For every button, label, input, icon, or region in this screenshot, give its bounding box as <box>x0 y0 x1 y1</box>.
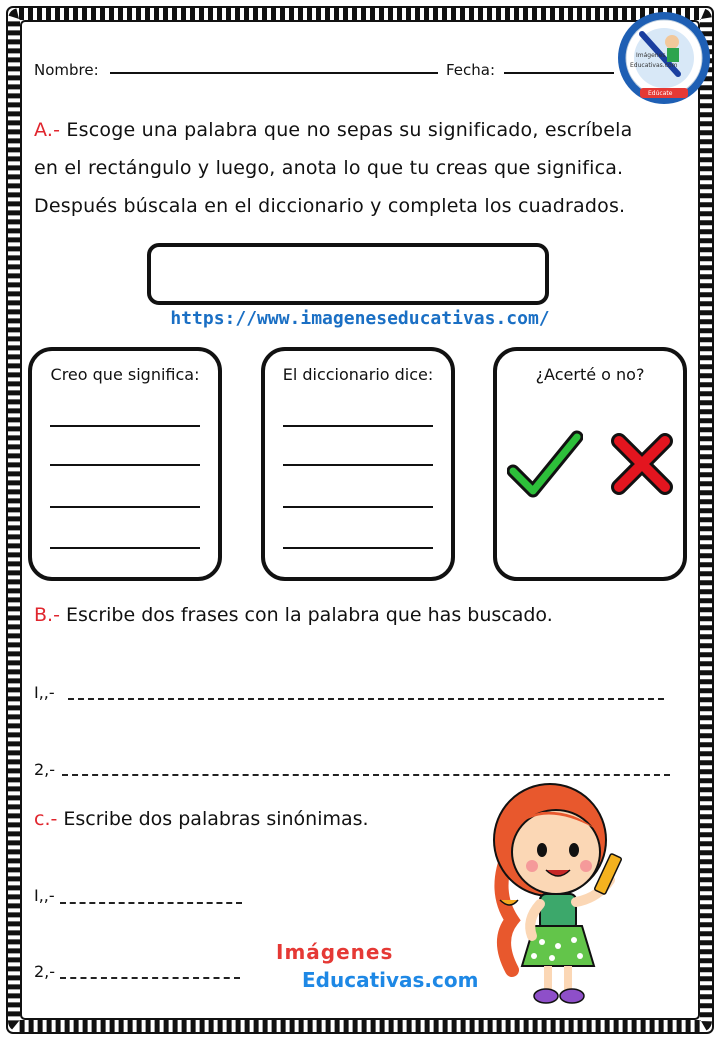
section-a-instructions <box>34 111 694 225</box>
creo-write-line[interactable] <box>50 547 200 549</box>
section-b-instructions <box>34 604 553 626</box>
date-label: Fecha: <box>446 61 496 79</box>
name-field[interactable] <box>110 72 438 74</box>
section-c-instructions <box>34 808 369 830</box>
section-b-text: Escribe dos frases con la palabra que has buscado. <box>65 604 553 626</box>
section-a-line1: Escoge una palabra que no sepas su significado, escríbela <box>66 119 633 141</box>
section-c-text: Escribe dos palabras sinónimas. <box>63 808 369 830</box>
name-label: Nombre: <box>34 61 99 79</box>
diccionario-box-title: El diccionario dice: <box>282 365 434 384</box>
website-url: https://www.imageneseducativas.com/ <box>170 308 550 329</box>
section-c-letter: c.- <box>34 808 58 830</box>
logo-line1: Imágenes <box>636 52 666 59</box>
logo-line2: Educativas.com <box>630 62 678 69</box>
diccionario-write-line[interactable] <box>283 547 433 549</box>
section-c-item2-label: 2,- <box>34 962 56 981</box>
brand-line1 <box>276 940 393 964</box>
section-c-item1-label: I,,- <box>34 886 55 905</box>
creo-write-line[interactable] <box>50 464 200 466</box>
section-b-item2-label: 2,- <box>34 760 56 779</box>
date-field[interactable] <box>504 72 614 74</box>
logo-badge-text: Edúcate <box>648 90 673 97</box>
diccionario-dice-box <box>261 347 455 581</box>
diccionario-write-line[interactable] <box>283 425 433 427</box>
sentence-1-line[interactable] <box>68 698 664 700</box>
section-b-item1-label: I,,- <box>34 683 55 702</box>
creo-que-significa-box <box>28 347 222 581</box>
creo-write-line[interactable] <box>50 506 200 508</box>
acerte-box-title: ¿Acerté o no? <box>535 365 645 384</box>
brand-line1-text: Imágenes <box>276 940 394 964</box>
check-icon[interactable] <box>507 427 583 503</box>
diccionario-write-line[interactable] <box>283 464 433 466</box>
acerte-o-no-box <box>493 347 687 581</box>
cross-icon[interactable] <box>609 431 675 497</box>
creo-box-title: Creo que significa: <box>50 365 200 384</box>
section-a-letter: A.- <box>34 119 61 141</box>
synonym-1-line[interactable] <box>60 902 242 904</box>
section-b-letter: B.- <box>34 604 60 626</box>
girl-illustration-icon <box>482 770 652 1010</box>
diccionario-write-line[interactable] <box>283 506 433 508</box>
creo-write-line[interactable] <box>50 425 200 427</box>
synonym-2-line[interactable] <box>60 977 240 979</box>
section-a-line3: Después búscala en el diccionario y completa los cuadrados. <box>34 195 626 217</box>
word-rectangle-input[interactable] <box>147 243 549 305</box>
brand-line2: Educativas.com <box>302 968 479 992</box>
section-a-line2: en el rectángulo y luego, anota lo que tu creas que significa. <box>34 157 624 179</box>
